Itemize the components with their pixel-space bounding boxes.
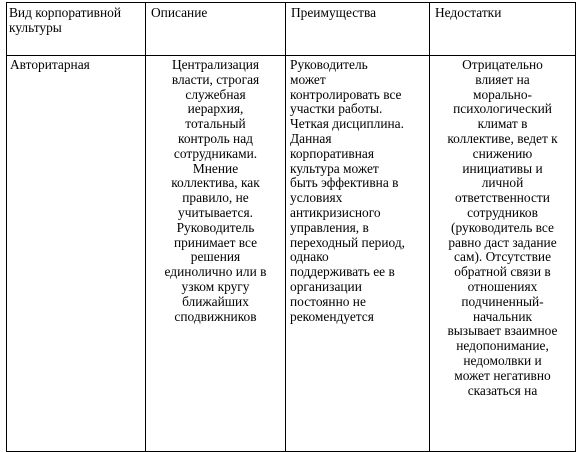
header-description-text: Описание [151,5,208,20]
table-header-row [7,3,576,56]
advantages-text: Руководитель может контролировать все участки работы. Четкая дисциплина. Данная корпоративная культура может быть эффективна в условиях антикризисного управления, в переходный период, однако поддерживать ее в организации постоянно не рекомендуется [290,57,405,324]
culture-type-text: Авторитарная [10,57,90,72]
header-culture-type [7,3,146,56]
cell-description [146,56,286,452]
header-advantages [286,3,430,56]
disadvantages-text: Отрицательно влияет на морально- психологический климат в коллективе, ведет к снижению инициативы и личной ответственности сотрудников (руководитель все равно даст задание сам). Отсутствие обратной связи в отношениях подчиненный- начальник вызывает взаимное недопонимание, недомолвки и может негативно сказаться на [447,57,558,398]
description-text: Централизация власти, строгая служебная иерархия, тотальный контроль над сотрудниками. Мнение коллектива, как правило, не учитывается. Руководитель принимает все решения единолично или в узком кругу ближайших сподвижников [164,57,267,324]
cell-advantages [286,56,430,452]
header-disadvantages [430,3,576,56]
cell-disadvantages [430,56,576,452]
header-culture-type-text: Вид корпоративной культуры [9,5,121,35]
corporate-culture-table [6,2,576,452]
table-row [7,56,576,452]
cell-culture-type [7,56,146,452]
header-advantages-text: Преимущества [291,5,377,20]
header-description [146,3,286,56]
header-disadvantages-text: Недостатки [435,5,502,20]
